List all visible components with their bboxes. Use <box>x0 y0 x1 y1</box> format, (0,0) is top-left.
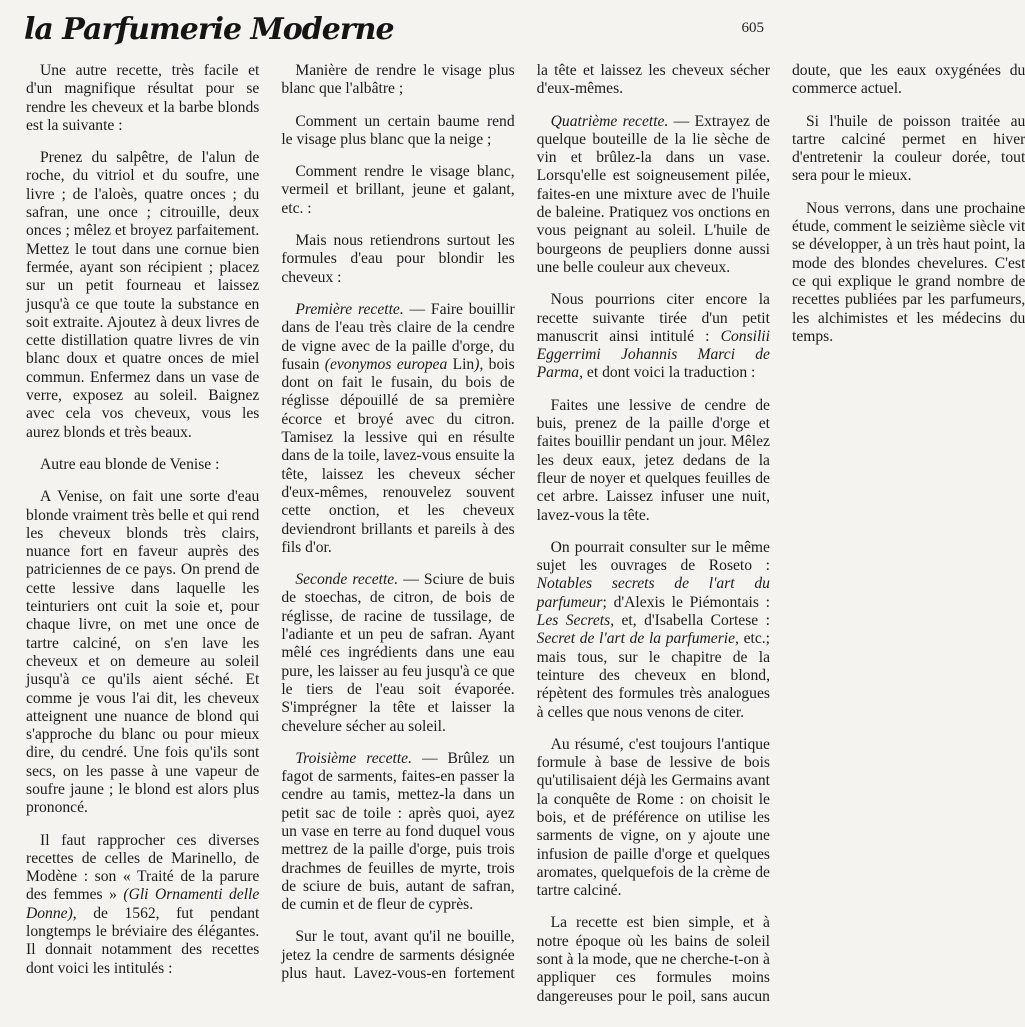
text-run: A Venise, on fait une sorte d'eau blonde vraiment très belle et qui rend les cheveux blonds très clairs, nuance fort en faveur auprès des patriciennes de ce pays. On prend de cette lessive dans laquelle les teinturiers ont cuit la soie et, pour chaque livre, on met une once de tartre calciné, on s'en lave les cheveux et on demeure au soleil jusqu'à ce qu'ils aient séché. Et comme je vous l'ai dit, les cheveux atteignent une nuance de blond qui s'approche du blanc ou pour mieux dire, du cendré. Une fois qu'ils sont secs, on les passe à une vapeur de soufre jaune ; le blond est alors plus prononcé. <box>26 488 260 817</box>
text-run: Autre eau blonde de Venise : <box>40 455 220 473</box>
paragraph <box>537 539 770 722</box>
paragraph <box>281 62 514 99</box>
text-run: Comment un certain baume rend le visage plus blanc que la neige ; <box>281 112 515 148</box>
text-run: Faites une lessive de cendre de buis, prenez de la paille d'orge et faites bouillir pendant un jour. Mêlez les deux eaux, jetez dedans de la fleur de noyer et quelques feuilles de cet arbre. Laissez infuser une nuit, lavez-vous la tête. <box>536 396 770 524</box>
italic-text: Consilii Eggerrimi Johannis Marci de Parma, <box>536 327 770 382</box>
text-run: La recette est bien simple, et à notre époque où les bains de soleil sont à la mode, que ne cherche-t-on à appliquer ces formules moins dangereuses pour le poil, sans aucun doute, que les eaux oxygénées du commerce actuel. <box>536 62 1025 1005</box>
text-run: — Extrayez de quelque bouteille de la lie sèche de vin et brûlez-la dans un vase. Lorsqu'elle est soigneusement pilée, faites-en une mixture avec de l'huile de baleine. Pratiquez vos onctions en vous peignant au soleil. L'huile de bourgeons de peupliers donne aussi une belle couleur aux cheveux. <box>536 112 770 276</box>
article-body <box>26 62 1025 1012</box>
text-run: Manière de rendre le visage plus blanc que l'albâtre ; <box>281 62 515 98</box>
text-run: Au résumé, c'est toujours l'antique formule à base de lessive de bois qu'utilisaient déjà les Germains avant la conquête de Rome : on choisit le bois, et de préférence on utilise les sarments de vigne, on y ajoute une infusion de paille d'orge et quelques aromates, quelquefois de la crème de tartre calciné. <box>536 735 770 900</box>
text-run: Mais nous retiendrons surtout les formules d'eau pour blondir les cheveux : <box>281 232 515 286</box>
text-run: Il faut rapprocher ces diverses recettes de celles de Marinello, de Modène : son « Traité de la parure des femmes » <box>26 831 260 904</box>
text-run: Sur le tout, avant qu'il ne bouille, jetez la cendre de sarments désignée plus haut. Lavez-vous-en fortement la tête et laissez les cheveux sécher d'eux-mêmes. <box>281 62 770 983</box>
text-run: Une autre recette, très facile et d'un magnifique résultat pour se rendre les cheveux et la barbe blonds est la suivante : <box>26 62 260 134</box>
paragraph <box>537 397 770 525</box>
text-run: ; d'Alexis le Piémontais : <box>602 593 770 611</box>
text-run: — Sciure de buis de stoechas, de citron, de bois de réglisse, de racine de tussilage, de l'adiante et un peu de safran. Ayant mêlé ces ingrédients dans une eau pure, les laisser au feu jusqu'à ce que le tiers de l'eau soit évaporée. S'imprégner la tête et laisser la chevelure sécher au soleil. <box>281 571 515 735</box>
paragraph <box>26 62 259 135</box>
paragraph <box>281 571 514 736</box>
text-run: Comment rendre le visage blanc, vermeil et brillant, jeune et galant, etc. : <box>281 163 515 217</box>
paragraph <box>537 113 770 278</box>
paragraph <box>26 149 259 442</box>
paragraph <box>281 301 514 557</box>
italic-text: Première recette. <box>295 300 404 318</box>
italic-text: Seconde recette. <box>295 571 399 589</box>
text-run: Nous pourrions citer encore la recette suivante tirée d'un petit manuscrit ainsi intitulé : <box>536 291 770 345</box>
italic-text: Les Secrets <box>536 612 611 630</box>
text-run: — Brûlez un fagot de sarments, faites-en passer la cendre au tamis, mettez-la dans un petit sac de toile : après quoi, ayez un vase en terre au fond duquel vous mettrez de la paille d'orge, puis trois drachmes de feuilles de myrte, trois de sciure de buis, autant de safran, de cumin et de fleur de cyprès. <box>281 749 515 914</box>
italic-text: Quatrième recette. <box>550 112 669 130</box>
italic-text: (Gli Ornamenti delle Donne) <box>26 886 260 922</box>
paragraph <box>26 488 259 817</box>
text-run: On pourrait consulter sur le même sujet les ouvrages de Roseto : <box>536 538 770 575</box>
text-run: et dont voici la traduction : <box>583 364 756 382</box>
paragraph <box>537 736 770 901</box>
italic-text: Troisième recette. <box>295 749 412 767</box>
italic-text: Notables secrets de l'art du parfumeur <box>536 575 770 611</box>
text-run: , bois dont on fait le fusain, du bois de réglisse dépouillé de sa première écorce et broyé avec du citron. Tamisez la lessive qui en résulte dans de la toile, lavez-vous ensuite la tête, laissez les cheveux sécher d'eux-mêmes, renouvelez souvent cette onction, et les cheveux deviendront brillants et pareils à des fils d'or. <box>281 355 515 556</box>
italic-text: (evonymos europea <box>324 355 448 373</box>
text-run: Nous verrons, dans une prochaine étude, comment le seizième siècle vit se développer, à un très haut point, la mode des blondes chevelures. C'est ce qui explique le grand nombre de recettes publiées par les parfumeurs, les alchimistes et les médecins du temps. <box>791 199 1025 345</box>
text-run: — Faire bouillir dans de l'eau très claire de la cendre de vigne avec de la paille d'orge, du fusain <box>281 300 515 373</box>
paragraph <box>281 113 514 150</box>
paragraph <box>281 232 514 287</box>
text-run: , de 1562, fut pendant longtemps le bréviaire des élégantes. Il donnait notamment des recettes dont voici les intitulés : <box>26 904 260 977</box>
paragraph <box>792 200 1025 346</box>
text-run: Prenez du salpêtre, de l'alun de roche, du vitriol et du soufre, une livre ; de l'aloès, quatre onces ; du safran, une once ; citrouille, deux onces ; mêlez et broyez parfaitement. Mettez le tout dans une cornue bien fermée, ayant son récipient ; placez sur un petit fourneau et laissez jusqu'à ce que toute la substance en soit extraite. Ajoutez à deux livres de cette distillation quatre livres de vin blanc doux et quatre onces de miel commun. Enfermez dans un vase de verre, exposez au soleil. Baignez avec cela vos cheveux, vous les aurez blonds et très beaux. <box>26 149 260 441</box>
paragraph <box>537 291 770 382</box>
page-number: 605 <box>741 20 764 36</box>
text-run: Lin <box>447 355 475 373</box>
paragraph <box>281 750 514 915</box>
italic-text: Secret de l'art de la parfumerie <box>536 630 736 648</box>
text-run: , etc.; mais tous, sur le chapitre de la teinture des cheveux en blond, répètent des formules très analogues à celles que nous venons de citer. <box>536 630 770 721</box>
paragraph <box>792 113 1025 186</box>
paragraph <box>281 163 514 218</box>
paragraph <box>26 832 259 978</box>
paragraph <box>26 456 259 474</box>
text-run: , et, d'Isabella Cortese : <box>610 612 770 630</box>
text-run: Si l'huile de poisson traitée au tartre calciné permet en hiver d'entretenir la couleur dorée, tout sera pour le mieux. <box>791 112 1025 185</box>
italic-text: ) <box>474 355 480 373</box>
journal-masthead: la Parfumerie Moderne <box>24 12 394 47</box>
